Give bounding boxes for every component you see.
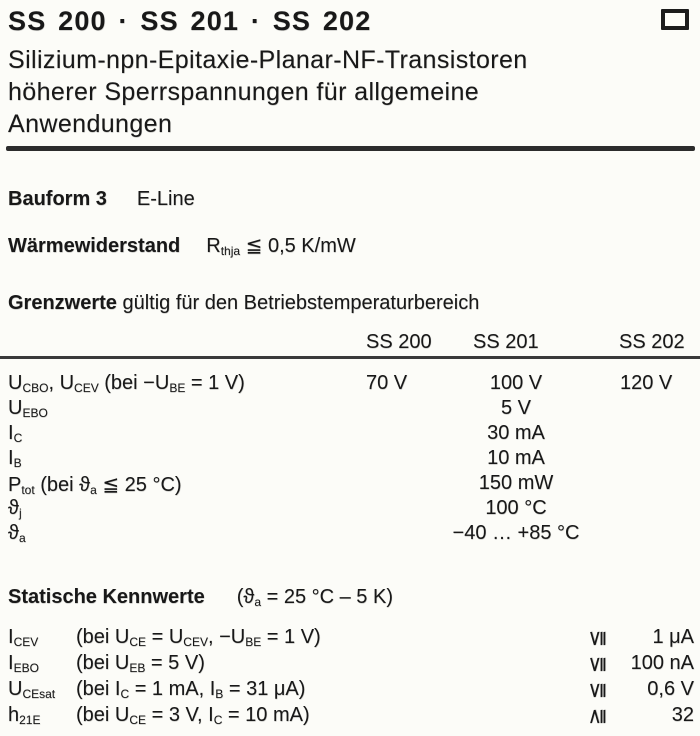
column-headers xyxy=(0,331,700,355)
waermewiderstand-line xyxy=(8,233,356,258)
test-condition: (bei $U_{EB} = 5$ V) xyxy=(76,652,205,675)
parameter-label: $U_{CBO}$, $U_{CEV}$ ($bei -U_{BE} = 1$ V) xyxy=(8,372,245,395)
statische-table xyxy=(0,626,700,730)
test-condition: (bei $I_C = 1$ mA, $I_B = 31$ μA) xyxy=(76,678,306,701)
waermewiderstand-label: Wärmewiderstand xyxy=(8,235,181,257)
statische-condition: ($ϑ_a = 25$ °C – 5 K) xyxy=(236,586,393,609)
test-condition: (bei $U_{CE} = U_{CEV}$, $-U_{BE} = 1$ V) xyxy=(76,626,321,649)
relation-symbol: ≦ xyxy=(585,655,609,674)
parameter-label: $ϑ_j$ xyxy=(8,497,22,520)
bauform-value: E-Line xyxy=(136,188,195,210)
grenzwerte-table xyxy=(0,372,700,547)
limit-row xyxy=(0,447,700,472)
subtitle-line: höherer Sperrspannungen für allgemeine xyxy=(8,78,480,106)
value-ss201: −40 … +85 °C xyxy=(452,522,580,544)
characteristic-row xyxy=(0,626,700,652)
characteristic-value: 1 μA xyxy=(652,626,694,648)
subtitle-line: Anwendungen xyxy=(8,110,173,138)
value-ss201: 10 mA xyxy=(487,447,545,469)
symbol-label: $h_{21E}$ xyxy=(8,704,41,727)
subtitle-line: Silizium-npn-Epitaxie-Planar-NF-Transistoren xyxy=(8,46,528,74)
characteristic-value: 100 nA xyxy=(630,652,694,674)
characteristic-row xyxy=(0,704,700,730)
statische-heading xyxy=(8,586,393,609)
value-ss201: 30 mA xyxy=(487,422,545,444)
bauform-line xyxy=(8,188,195,211)
parameter-label: $U_{EBO}$ xyxy=(8,397,48,420)
limit-row xyxy=(0,497,700,522)
symbol-label: $I_{CEV}$ xyxy=(8,626,39,649)
value-ss202: 120 V xyxy=(620,372,673,394)
parameter-label: $ϑ_a$ xyxy=(8,522,26,545)
relation-symbol: ≧ xyxy=(585,707,609,726)
column-header-ss202: SS 202 xyxy=(619,331,685,353)
bauform-label: Bauform 3 xyxy=(8,188,107,210)
column-header-ss201: SS 201 xyxy=(473,331,539,353)
corner-marker-icon xyxy=(661,9,689,30)
limit-row xyxy=(0,522,700,547)
symbol-label: $I_{EBO}$ xyxy=(8,652,39,675)
parameter-label: $I_C$ xyxy=(8,422,23,445)
limit-row xyxy=(0,372,700,397)
table-header-rule xyxy=(0,356,700,359)
characteristic-row xyxy=(0,652,700,678)
value-ss201: 100 °C xyxy=(485,497,547,519)
description xyxy=(8,44,668,140)
value-ss201: 100 V xyxy=(489,372,543,394)
divider-rule xyxy=(6,146,695,151)
statische-heading-bold: Statische Kennwerte xyxy=(8,586,205,608)
limit-row xyxy=(0,422,700,447)
characteristic-value: 32 xyxy=(671,704,694,726)
page-title: SS 200 · SS 201 · SS 202 xyxy=(8,6,372,36)
symbol-label: $U_{CEsat}$ xyxy=(8,678,56,701)
parameter-label: $I_B$ xyxy=(8,447,22,470)
grenzwerte-heading-rest: gültig für den Betriebstemperaturbereich xyxy=(116,292,480,314)
characteristic-row xyxy=(0,678,700,704)
grenzwerte-heading xyxy=(8,292,479,315)
waermewiderstand-value: $R_{thja}$ ≦ 0,5 K/mW xyxy=(206,235,356,258)
relation-symbol: ≦ xyxy=(585,629,609,648)
test-condition: (bei $U_{CE} = 3$ V, $I_C = 10$ mA) xyxy=(76,704,310,727)
value-ss201: 150 mW xyxy=(478,472,554,494)
characteristic-value: 0,6 V xyxy=(647,678,694,700)
value-ss200: 70 V xyxy=(366,372,408,394)
limit-row xyxy=(0,397,700,422)
value-ss201: 5 V xyxy=(500,397,532,419)
limit-row xyxy=(0,472,700,497)
column-header-ss200: SS 200 xyxy=(366,331,432,353)
relation-symbol: ≦ xyxy=(585,681,609,700)
parameter-label: $P_{tot}$ (bei $ϑ_a$ ≦ 25 °C) xyxy=(8,474,182,497)
grenzwerte-heading-bold: Grenzwerte xyxy=(8,292,117,314)
